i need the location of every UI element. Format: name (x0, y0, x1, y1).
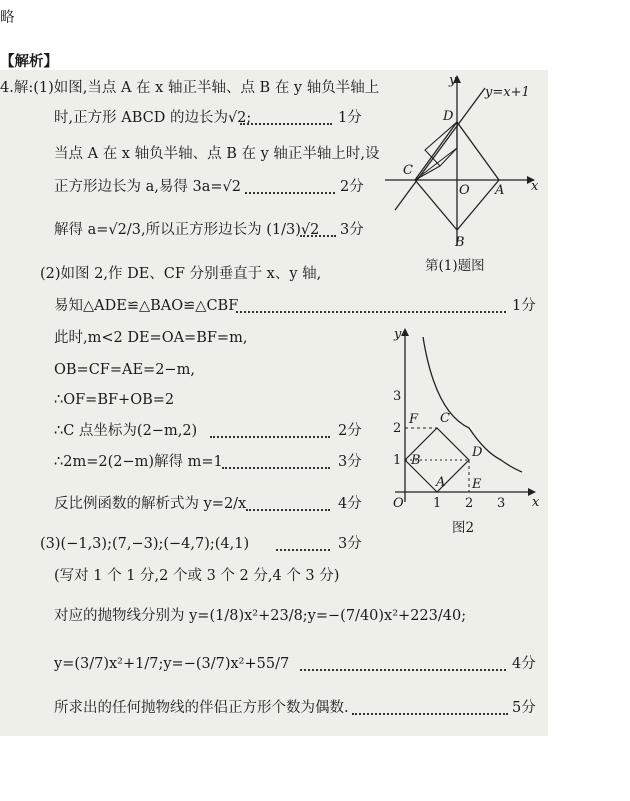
fig1-line (395, 88, 485, 210)
p1-line4: 正方形边长为 a,易得 3a=√2 (54, 179, 241, 195)
p3-score3: 5分 (512, 700, 536, 716)
dot-leader (276, 548, 330, 551)
p3-score2: 4分 (512, 656, 536, 672)
fig2-point-f: F (409, 412, 419, 427)
fig1-line-label: y=x+1 (485, 85, 530, 100)
figure-2 (390, 322, 550, 542)
p2-line4: OB=CF=AE=2−m, (54, 362, 195, 378)
fig2-point-a: A (436, 475, 446, 490)
fig1-point-d: D (443, 109, 454, 124)
p2-line2: 易知△ADE≌△BAO≌△CBF (54, 298, 239, 314)
fig2-point-e: E (472, 477, 482, 492)
fig1-point-b: B (455, 235, 465, 250)
fig2-caption: 图2 (452, 520, 475, 536)
fig2-ytick-3: 3 (393, 389, 402, 404)
fig2-origin: O (393, 496, 404, 511)
fig1-y-label: y (449, 73, 457, 88)
dot-leader (300, 234, 336, 237)
fig2-xtick-1: 1 (433, 496, 442, 511)
p2-line7: ∴2m=2(2−m)解得 m=1 (54, 454, 223, 470)
fig1-x-label: x (531, 179, 539, 194)
dot-leader (245, 191, 335, 194)
p2-line6: ∴C 点坐标为(2−m,2) (54, 423, 198, 439)
p1-score1: 1分 (338, 110, 362, 126)
fig2-ytick-1: 1 (393, 453, 402, 468)
p3-line2: (写对 1 个 1 分,2 个或 3 个 2 分,4 个 3 分) (54, 568, 340, 584)
dot-leader (300, 668, 506, 671)
p2-line8: 反比例函数的解析式为 y=2/x (54, 496, 247, 512)
fig2-point-c: C (440, 411, 450, 426)
dot-leader (240, 122, 332, 125)
p2-score1: 1分 (512, 298, 536, 314)
p3-line4: y=(3/7)x²+1/7;y=−(3/7)x²+55/7 (54, 656, 290, 672)
fig1-segment (415, 148, 457, 180)
fig1-caption: 第(1)题图 (425, 258, 485, 274)
fig1-point-o: O (459, 183, 470, 198)
p2-score3: 3分 (338, 454, 362, 470)
p2-score4: 4分 (338, 496, 362, 512)
dot-leader (352, 712, 508, 715)
dot-leader (222, 466, 330, 469)
top-note: 略 (0, 10, 15, 26)
p3-line1: (3)(−1,3);(7,−3);(−4,7);(4,1) (40, 536, 250, 552)
fig2-xtick-2: 2 (465, 496, 474, 511)
fig1-point-c: C (403, 163, 413, 178)
fig2-y-arrow (401, 328, 409, 336)
dot-leader (210, 435, 330, 438)
dot-leader (246, 508, 330, 511)
p1-score3: 3分 (340, 222, 364, 238)
fig1-point-a: A (495, 183, 505, 198)
p1-line5: 解得 a=√2/3,所以正方形边长为 (1/3)√2 (54, 222, 320, 238)
fig2-xtick-3: 3 (497, 496, 506, 511)
p2-score2: 2分 (338, 423, 362, 439)
p2-line3: 此时,m<2 DE=OA=BF=m, (54, 330, 248, 346)
fig2-point-d: D (472, 445, 483, 460)
section-title: 【解析】 (0, 53, 58, 70)
p1-line2: 时,正方形 ABCD 的边长为√2; (54, 110, 252, 126)
p1-score2: 2分 (340, 179, 364, 195)
fig2-point-b: B (411, 453, 421, 468)
p3-line5: 所求出的任何抛物线的伴侣正方形个数为偶数. (54, 700, 349, 716)
p3-score1: 3分 (338, 536, 362, 552)
fig2-x-label: x (532, 495, 540, 510)
p2-line1: (2)如图 2,作 DE、CF 分别垂直于 x、y 轴, (40, 266, 322, 282)
p1-line3: 当点 A 在 x 轴负半轴、点 B 在 y 轴正半轴上时,设 (54, 146, 380, 162)
fig2-y-label: y (394, 327, 402, 342)
fig1-segment (415, 166, 440, 180)
p3-line3: 对应的抛物线分别为 y=(1/8)x²+23/8;y=−(7/40)x²+223/40; (54, 608, 467, 624)
p1-line1: 4.解:(1)如图,当点 A 在 x 轴正半轴、点 B 在 y 轴负半轴上 (0, 80, 380, 96)
dot-leader (236, 310, 506, 313)
p2-line5: ∴OF=BF+OB=2 (54, 392, 175, 408)
figure-1 (385, 70, 545, 280)
fig2-ytick-2: 2 (393, 421, 402, 436)
